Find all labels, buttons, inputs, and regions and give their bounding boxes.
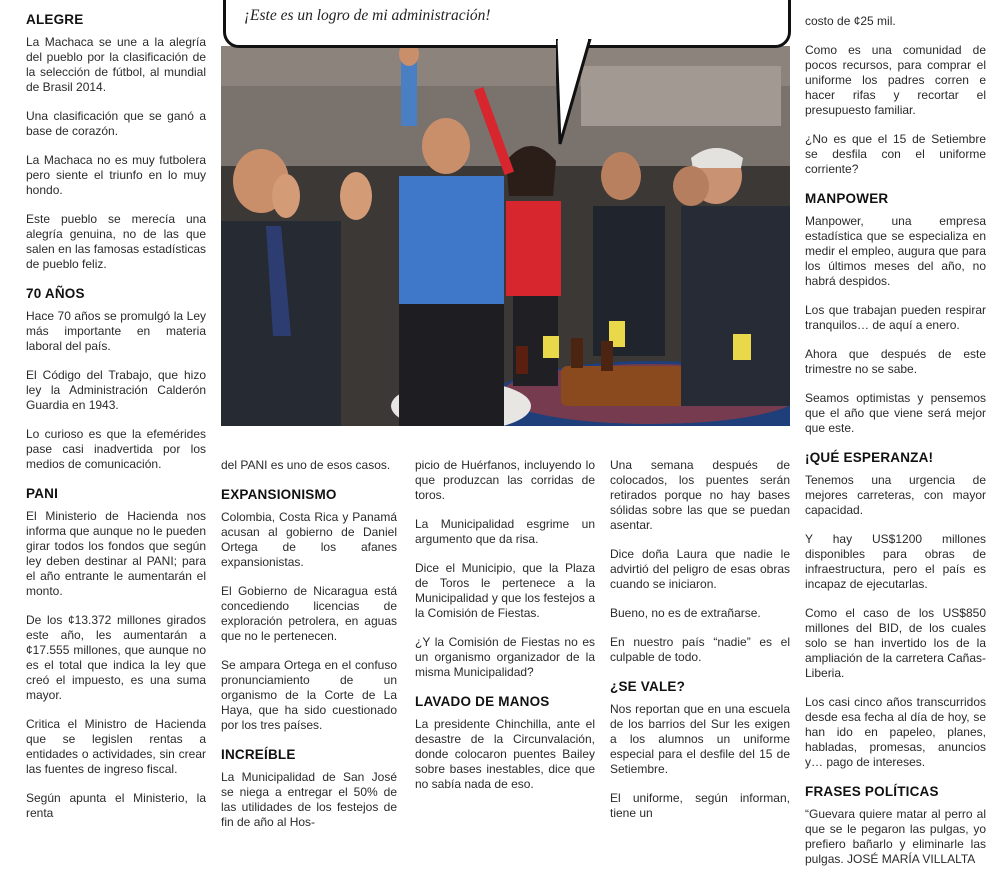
column-5	[805, 14, 986, 881]
column-3	[415, 458, 595, 806]
column-2	[221, 458, 397, 844]
paragraph: La presidente Chinchilla, ante el desastre de la Circunvalación, donde colocaron puentes Bailey sobre bases inestables, dice que no sabía nada de eso.	[415, 717, 595, 791]
paragraph: Ahora que después de este trimestre no se sabe.	[805, 347, 986, 376]
paragraph: Según apunta el Ministerio, la renta	[26, 791, 206, 820]
paragraph: Este pueblo se merecía una alegría genuina, no de las que salen en las famosas estadísticas de pueblo feliz.	[26, 212, 206, 271]
section-heading-que-esperanza: ¡QUÉ ESPERANZA!	[805, 450, 934, 465]
section-heading-lavado-de-manos: LAVADO DE MANOS	[415, 694, 550, 709]
section-heading-70-anos: 70 AÑOS	[26, 286, 85, 301]
celebration-scene	[221, 46, 790, 426]
paragraph: Dice el Municipio, que la Plaza de Toros le pertenece a la Municipalidad y que los festejos a la Comisión de Fiestas.	[415, 561, 595, 620]
speech-bubble-tail	[556, 39, 596, 149]
paragraph: La Machaca no es muy futbolera pero siente el triunfo en lo muy hondo.	[26, 153, 206, 197]
speech-bubble	[223, 0, 791, 48]
paragraph-continued: del PANI es uno de esos casos.	[221, 458, 391, 472]
paragraph: Critica el Ministro de Hacienda que se legislen rentas a entidades o actividades, sin crear las fuentes de ingreso fiscal.	[26, 717, 206, 776]
paragraph: El Código del Trabajo, que hizo ley la Administración Calderón Guardia en 1943.	[26, 368, 206, 412]
paragraph: La Municipalidad de San José se niega a entregar el 50% de las utilidades de los festejos de fin de año al Hos-	[221, 770, 397, 829]
paragraph: Hace 70 años se promulgó la Ley más importante en materia laboral del país.	[26, 309, 206, 353]
column-4	[610, 458, 790, 835]
paragraph: Tenemos una urgencia de mejores carreteras, con mayor capacidad.	[805, 473, 986, 517]
section-heading-manpower: MANPOWER	[805, 191, 889, 206]
paragraph: ¿No es que el 15 de Setiembre se desfila con el uniforme corriente?	[805, 132, 986, 176]
paragraph: Los que trabajan pueden respirar tranquilos… de aquí a enero.	[805, 303, 986, 332]
paragraph-continued: picio de Huérfanos, incluyendo lo que produzcan las corridas de toros.	[415, 458, 595, 502]
section-heading-expansionismo: EXPANSIONISMO	[221, 487, 337, 502]
paragraph: Colombia, Costa Rica y Panamá acusan al gobierno de Daniel Ortega de los afanes expansionistas.	[221, 510, 397, 569]
paragraph: Los casi cinco años transcurridos desde esa fecha al día de hoy, se han ido en papeleo, planes, habladas, promesas, anuncios y… pago de intereses.	[805, 695, 986, 769]
paragraph: Como es una comunidad de pocos recursos, para comprar el uniforme los padres corren e hacer rifas y recortar el presupuesto familiar.	[805, 43, 986, 117]
paragraph: El Gobierno de Nicaragua está concediendo licencias de exploración petrolera, en aguas que no le pertenecen.	[221, 584, 397, 643]
paragraph: Lo curioso es que la efemérides pase casi inadvertida por los medios de comunicación.	[26, 427, 206, 471]
paragraph: Se ampara Ortega en el confuso pronunciamiento de un organismo de la Corte de La Haya, que ha sido cuestionado por los tres países.	[221, 658, 397, 732]
column-1	[26, 12, 206, 835]
paragraph-continued: costo de ¢25 mil.	[805, 14, 896, 28]
paragraph: La Machaca se une a la alegría del pueblo por la clasificación de la selección de fútbol, al mundial de Brasil 2014.	[26, 35, 206, 94]
section-heading-increible: INCREÍBLE	[221, 747, 296, 762]
paragraph: ¿Y la Comisión de Fiestas no es un organismo organizador de la misma Municipalidad?	[415, 635, 595, 679]
paragraph: Una clasificación que se ganó a base de corazón.	[26, 109, 206, 138]
paragraph: Y hay US$1200 millones disponibles para obras de infraestructura, pero el país es incapaz de ejecutarlas.	[805, 532, 986, 591]
paragraph: Nos reportan que en una escuela de los barrios del Sur les exigen a los alumnos un uniforme especial para el desfile del 15 de Setiembre.	[610, 702, 790, 776]
news-photo	[221, 46, 790, 426]
paragraph: “Guevara quiere matar al perro al que se le pegaron las pulgas, yo prefiero bañarlo y eliminarle las pulgas. JOSÉ MARÍA VILLALTA	[805, 807, 986, 866]
paragraph: Bueno, no es de extrañarse.	[610, 606, 761, 620]
paragraph: En nuestro país “nadie” es el culpable de todo.	[610, 635, 790, 664]
speech-bubble-text: ¡Este es un logro de mi administración!	[244, 7, 491, 24]
section-heading-alegre: ALEGRE	[26, 12, 84, 27]
paragraph: De los ¢13.372 millones girados este año, les aumentarán a ¢17.555 millones, que aunque no es el total que indica la ley que creó el impuesto, es una suma mayor.	[26, 613, 206, 702]
paragraph: Seamos optimistas y pensemos que el año que viene será mejor que este.	[805, 391, 986, 435]
section-heading-pani: PANI	[26, 486, 59, 501]
paragraph: Una semana después de colocados, los puentes serán retirados porque no hay bases sólidas sobre las que se puedan asentar.	[610, 458, 790, 532]
paragraph: La Municipalidad esgrime un argumento que da risa.	[415, 517, 595, 546]
paragraph: Dice doña Laura que nadie le advirtió del peligro de esas obras cuando se iniciaron.	[610, 547, 790, 591]
section-heading-frases-politicas: FRASES POLÍTICAS	[805, 784, 939, 799]
paragraph: Manpower, una empresa estadística que se especializa en medir el empleo, augura que para los últimos meses del año, no habrá despidos.	[805, 214, 986, 288]
paragraph: El Ministerio de Hacienda nos informa que aunque no le pueden girar todos los fondos que según ley deben destinar al PANI; para el año entrante le aumentarán el monto.	[26, 509, 206, 598]
paragraph: Como el caso de los US$850 millones del BID, de los cuales solo se han invertido los de la ampliación de la carretera Cañas-Liberia.	[805, 606, 986, 680]
section-heading-se-vale: ¿SE VALE?	[610, 679, 686, 694]
paragraph: El uniforme, según informan, tiene un	[610, 791, 790, 820]
